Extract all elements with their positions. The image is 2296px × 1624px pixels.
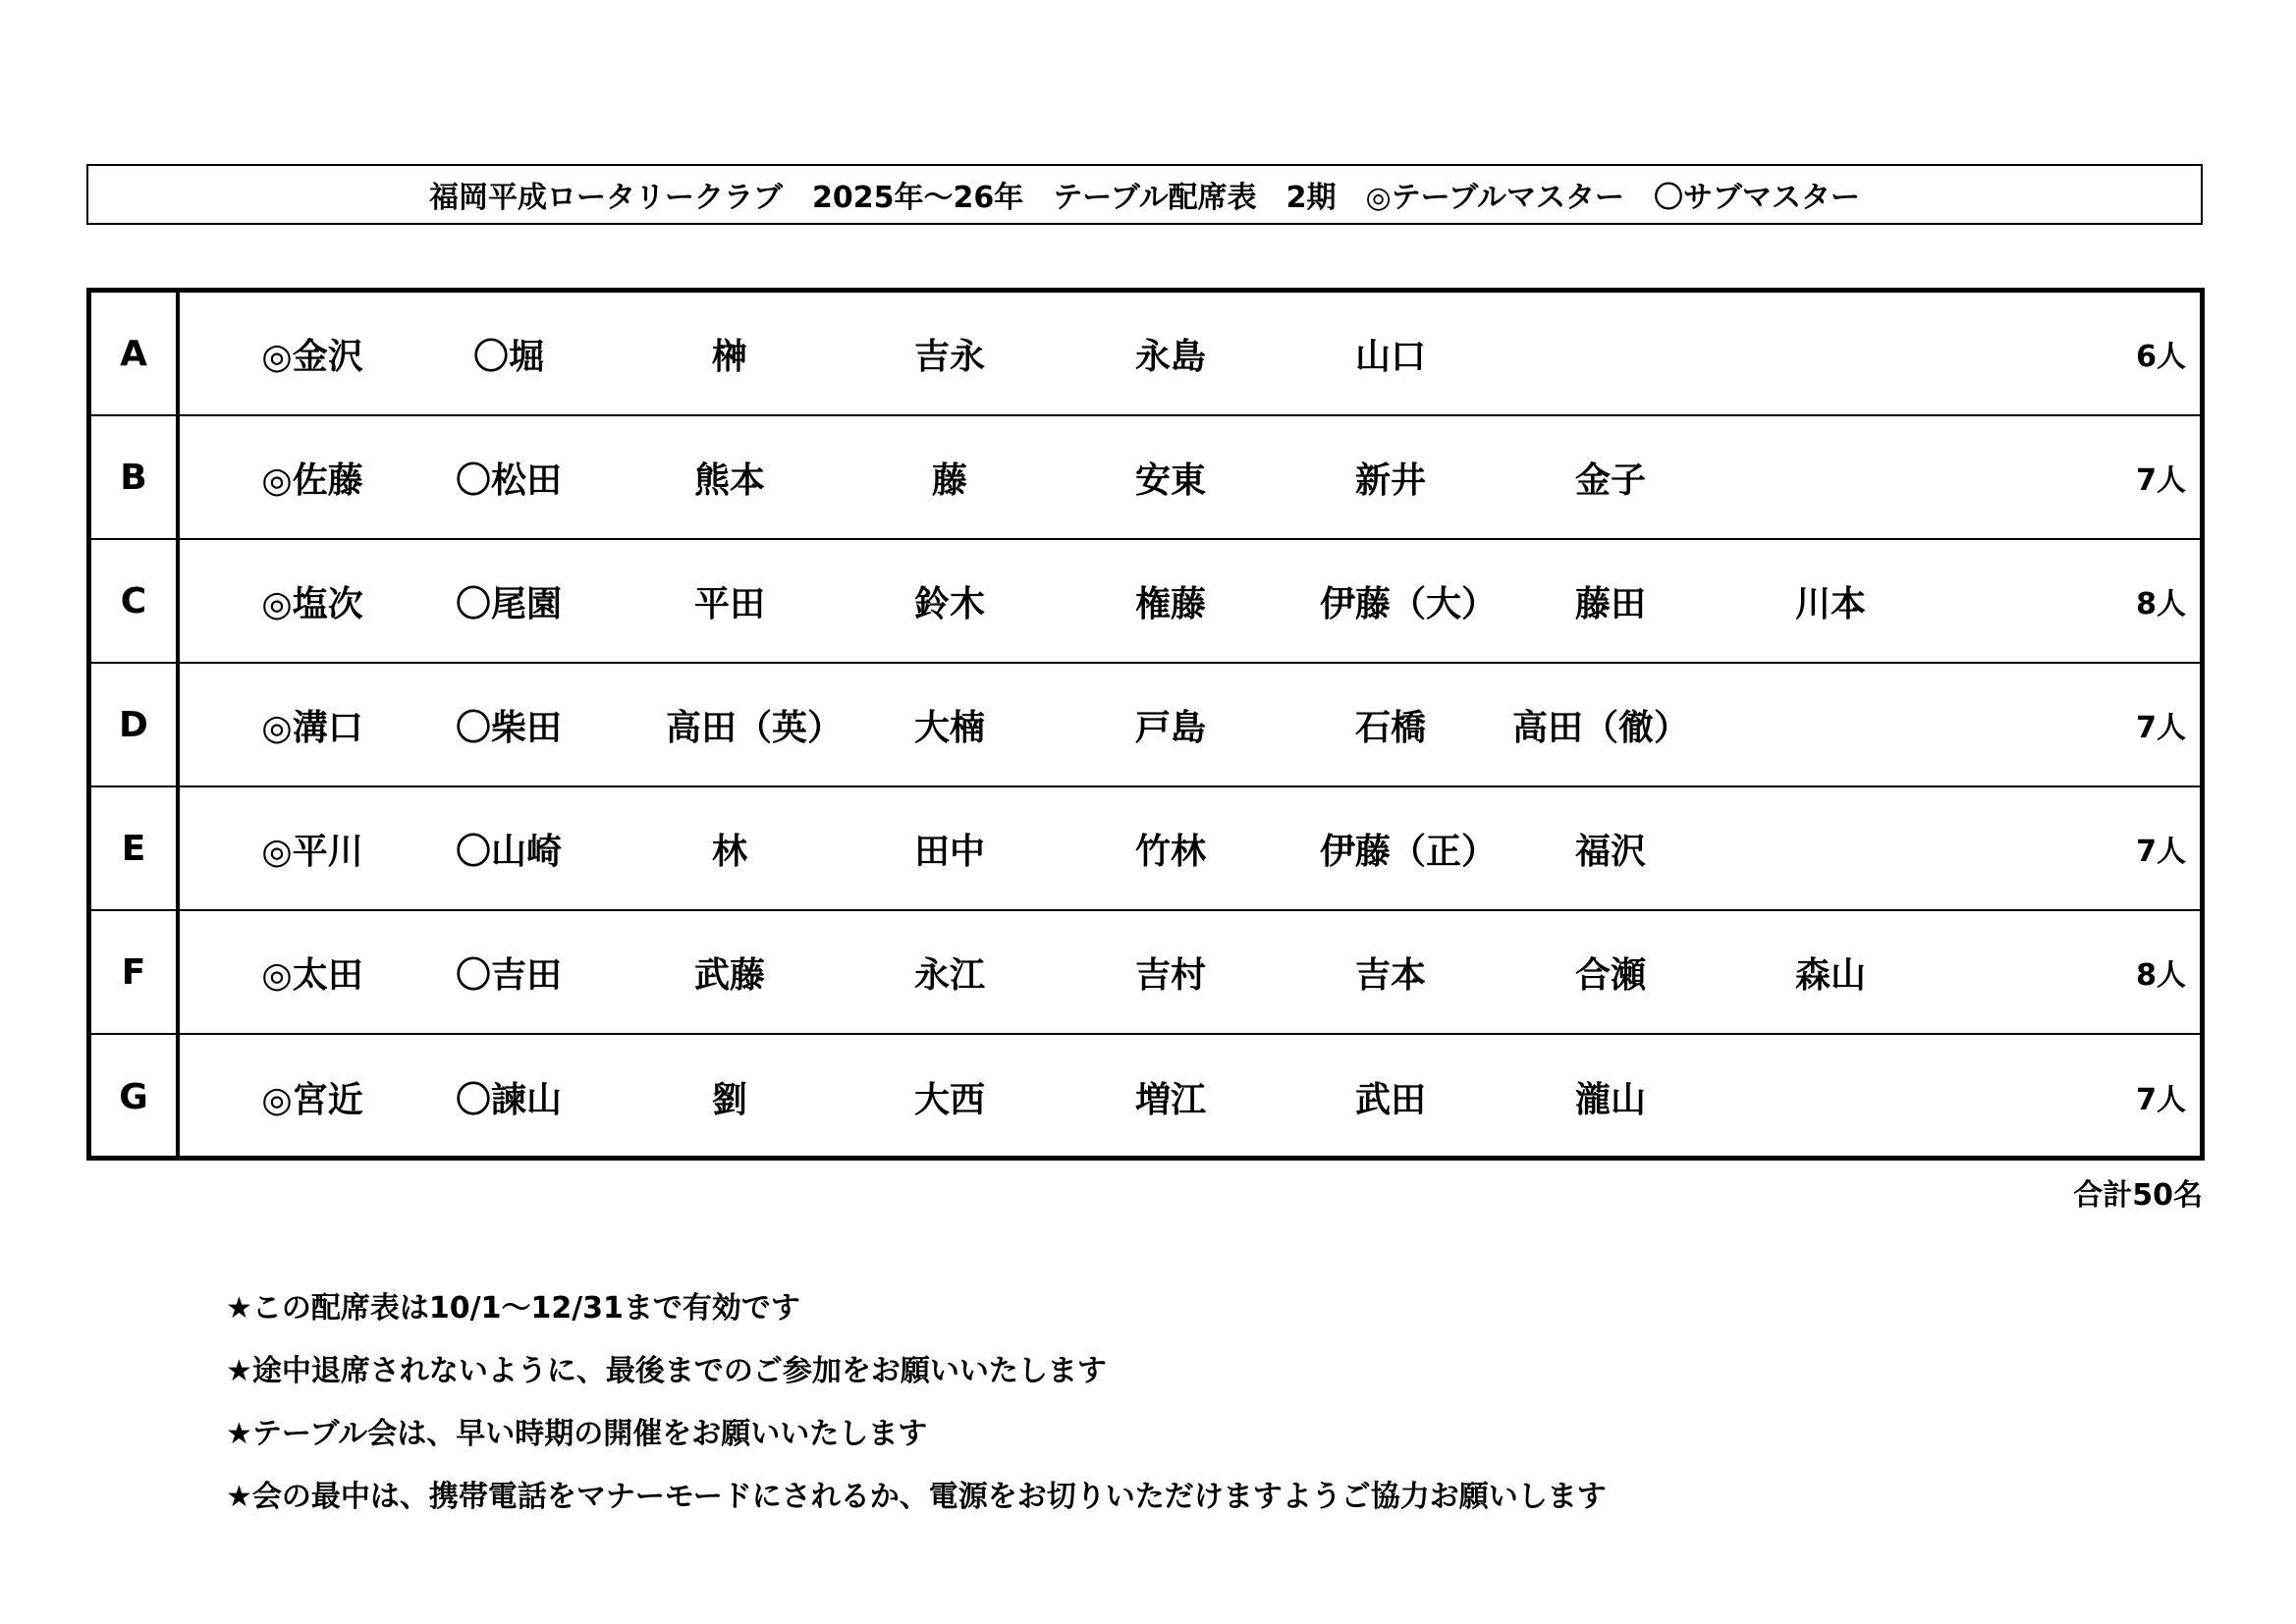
member-count: 8人 bbox=[2136, 587, 2186, 622]
note-item: ★テーブル会は、早い時期の開催をお願いいたします bbox=[226, 1417, 928, 1451]
page-title: 福岡平成ロータリークラブ 2025年～26年 テーブル配席表 2期 ◎テーブルマスター 〇サブマスター bbox=[86, 164, 2203, 225]
seat-name: 〇柴田 bbox=[455, 707, 563, 748]
table-label: F bbox=[121, 951, 146, 993]
seat-name: 〇吉田 bbox=[455, 954, 563, 996]
seat-name: 武藤 bbox=[693, 954, 766, 996]
seat-name: 石橋 bbox=[1354, 707, 1427, 748]
seat-name: 永江 bbox=[913, 954, 986, 996]
table-row-f bbox=[91, 911, 2200, 1035]
note-item: ★途中退席されないように、最後までのご参加をお願いいたします bbox=[226, 1354, 1107, 1388]
seat-name: 永島 bbox=[1134, 336, 1207, 377]
table-row-d bbox=[91, 664, 2200, 787]
seat-name: 大楠 bbox=[913, 707, 986, 748]
seat-name: 林 bbox=[711, 831, 748, 872]
seat-name: 戸島 bbox=[1134, 707, 1207, 748]
table-label: A bbox=[120, 333, 147, 374]
table-row-a bbox=[91, 293, 2200, 416]
seat-name: 吉永 bbox=[913, 336, 986, 377]
seat-name: 大西 bbox=[913, 1079, 986, 1120]
seat-name: 山口 bbox=[1354, 336, 1427, 377]
seat-name: 合瀬 bbox=[1574, 954, 1647, 996]
table-row-c bbox=[91, 540, 2200, 664]
member-count: 6人 bbox=[2136, 340, 2186, 374]
seat-name: 劉 bbox=[711, 1079, 748, 1120]
seat-name: ◎溝口 bbox=[261, 707, 363, 748]
seat-name: ◎太田 bbox=[261, 954, 363, 996]
seat-name: 吉本 bbox=[1354, 954, 1427, 996]
seat-name: 田中 bbox=[913, 831, 986, 872]
seat-name: 熊本 bbox=[693, 460, 766, 501]
notes-list bbox=[226, 1289, 1607, 1541]
table-label: D bbox=[119, 704, 148, 745]
seat-name: 高田（英） bbox=[665, 707, 844, 748]
seat-name: 金子 bbox=[1574, 460, 1647, 501]
table-row-b bbox=[91, 416, 2200, 540]
seat-name: ◎平川 bbox=[261, 831, 363, 872]
seat-name: 川本 bbox=[1794, 583, 1867, 624]
seat-name: 武田 bbox=[1354, 1079, 1427, 1120]
seat-name: ◎金沢 bbox=[261, 336, 363, 377]
seat-name: ◎佐藤 bbox=[261, 460, 363, 501]
seat-name: 森山 bbox=[1794, 954, 1867, 996]
table-row-g bbox=[91, 1035, 2200, 1159]
seat-name: ◎宮近 bbox=[261, 1079, 363, 1120]
member-count: 7人 bbox=[2136, 711, 2186, 745]
seat-name: ◎塩次 bbox=[261, 583, 363, 624]
seat-name: 竹林 bbox=[1134, 831, 1207, 872]
note-item: ★この配席表は10/1～12/31まで有効です bbox=[226, 1291, 800, 1326]
seat-name: 瀧山 bbox=[1574, 1079, 1647, 1120]
member-count: 7人 bbox=[2136, 463, 2186, 498]
seat-name: 安東 bbox=[1134, 460, 1207, 501]
member-count: 8人 bbox=[2136, 958, 2186, 993]
table-label: B bbox=[120, 457, 147, 498]
table-label: G bbox=[119, 1076, 148, 1117]
seat-name: 藤田 bbox=[1574, 583, 1647, 624]
seat-name: 鈴木 bbox=[913, 583, 986, 624]
seat-name: 伊藤（正） bbox=[1319, 831, 1498, 872]
seat-name: 伊藤（大） bbox=[1319, 583, 1498, 624]
table-row-e bbox=[91, 787, 2200, 911]
seat-name: 〇山崎 bbox=[455, 831, 563, 872]
seat-name: 〇堀 bbox=[472, 336, 545, 377]
member-count: 7人 bbox=[2136, 835, 2186, 869]
seat-name: 権藤 bbox=[1134, 583, 1207, 624]
seat-name: 〇松田 bbox=[455, 460, 563, 501]
seat-name: 藤 bbox=[931, 460, 968, 501]
seat-name: 増江 bbox=[1134, 1079, 1207, 1120]
seat-name: 榊 bbox=[711, 336, 748, 377]
seat-name: 新井 bbox=[1354, 460, 1427, 501]
seat-name: 〇尾園 bbox=[455, 583, 563, 624]
table-label: C bbox=[120, 580, 147, 622]
total-count: 合計50名 bbox=[2073, 1178, 2203, 1213]
table-label: E bbox=[121, 828, 146, 869]
seat-name: 高田（徹） bbox=[1511, 707, 1690, 748]
note-item: ★会の最中は、携帯電話をマナーモードにされるか、電源をお切りいただけますようご協力お願いします bbox=[226, 1480, 1607, 1514]
member-count: 7人 bbox=[2136, 1083, 2186, 1117]
seat-name: 吉村 bbox=[1134, 954, 1207, 996]
seat-name: 平田 bbox=[693, 583, 766, 624]
seat-name: 福沢 bbox=[1574, 831, 1647, 872]
seating-table bbox=[86, 288, 2205, 1161]
seat-name: 〇諫山 bbox=[455, 1079, 563, 1120]
